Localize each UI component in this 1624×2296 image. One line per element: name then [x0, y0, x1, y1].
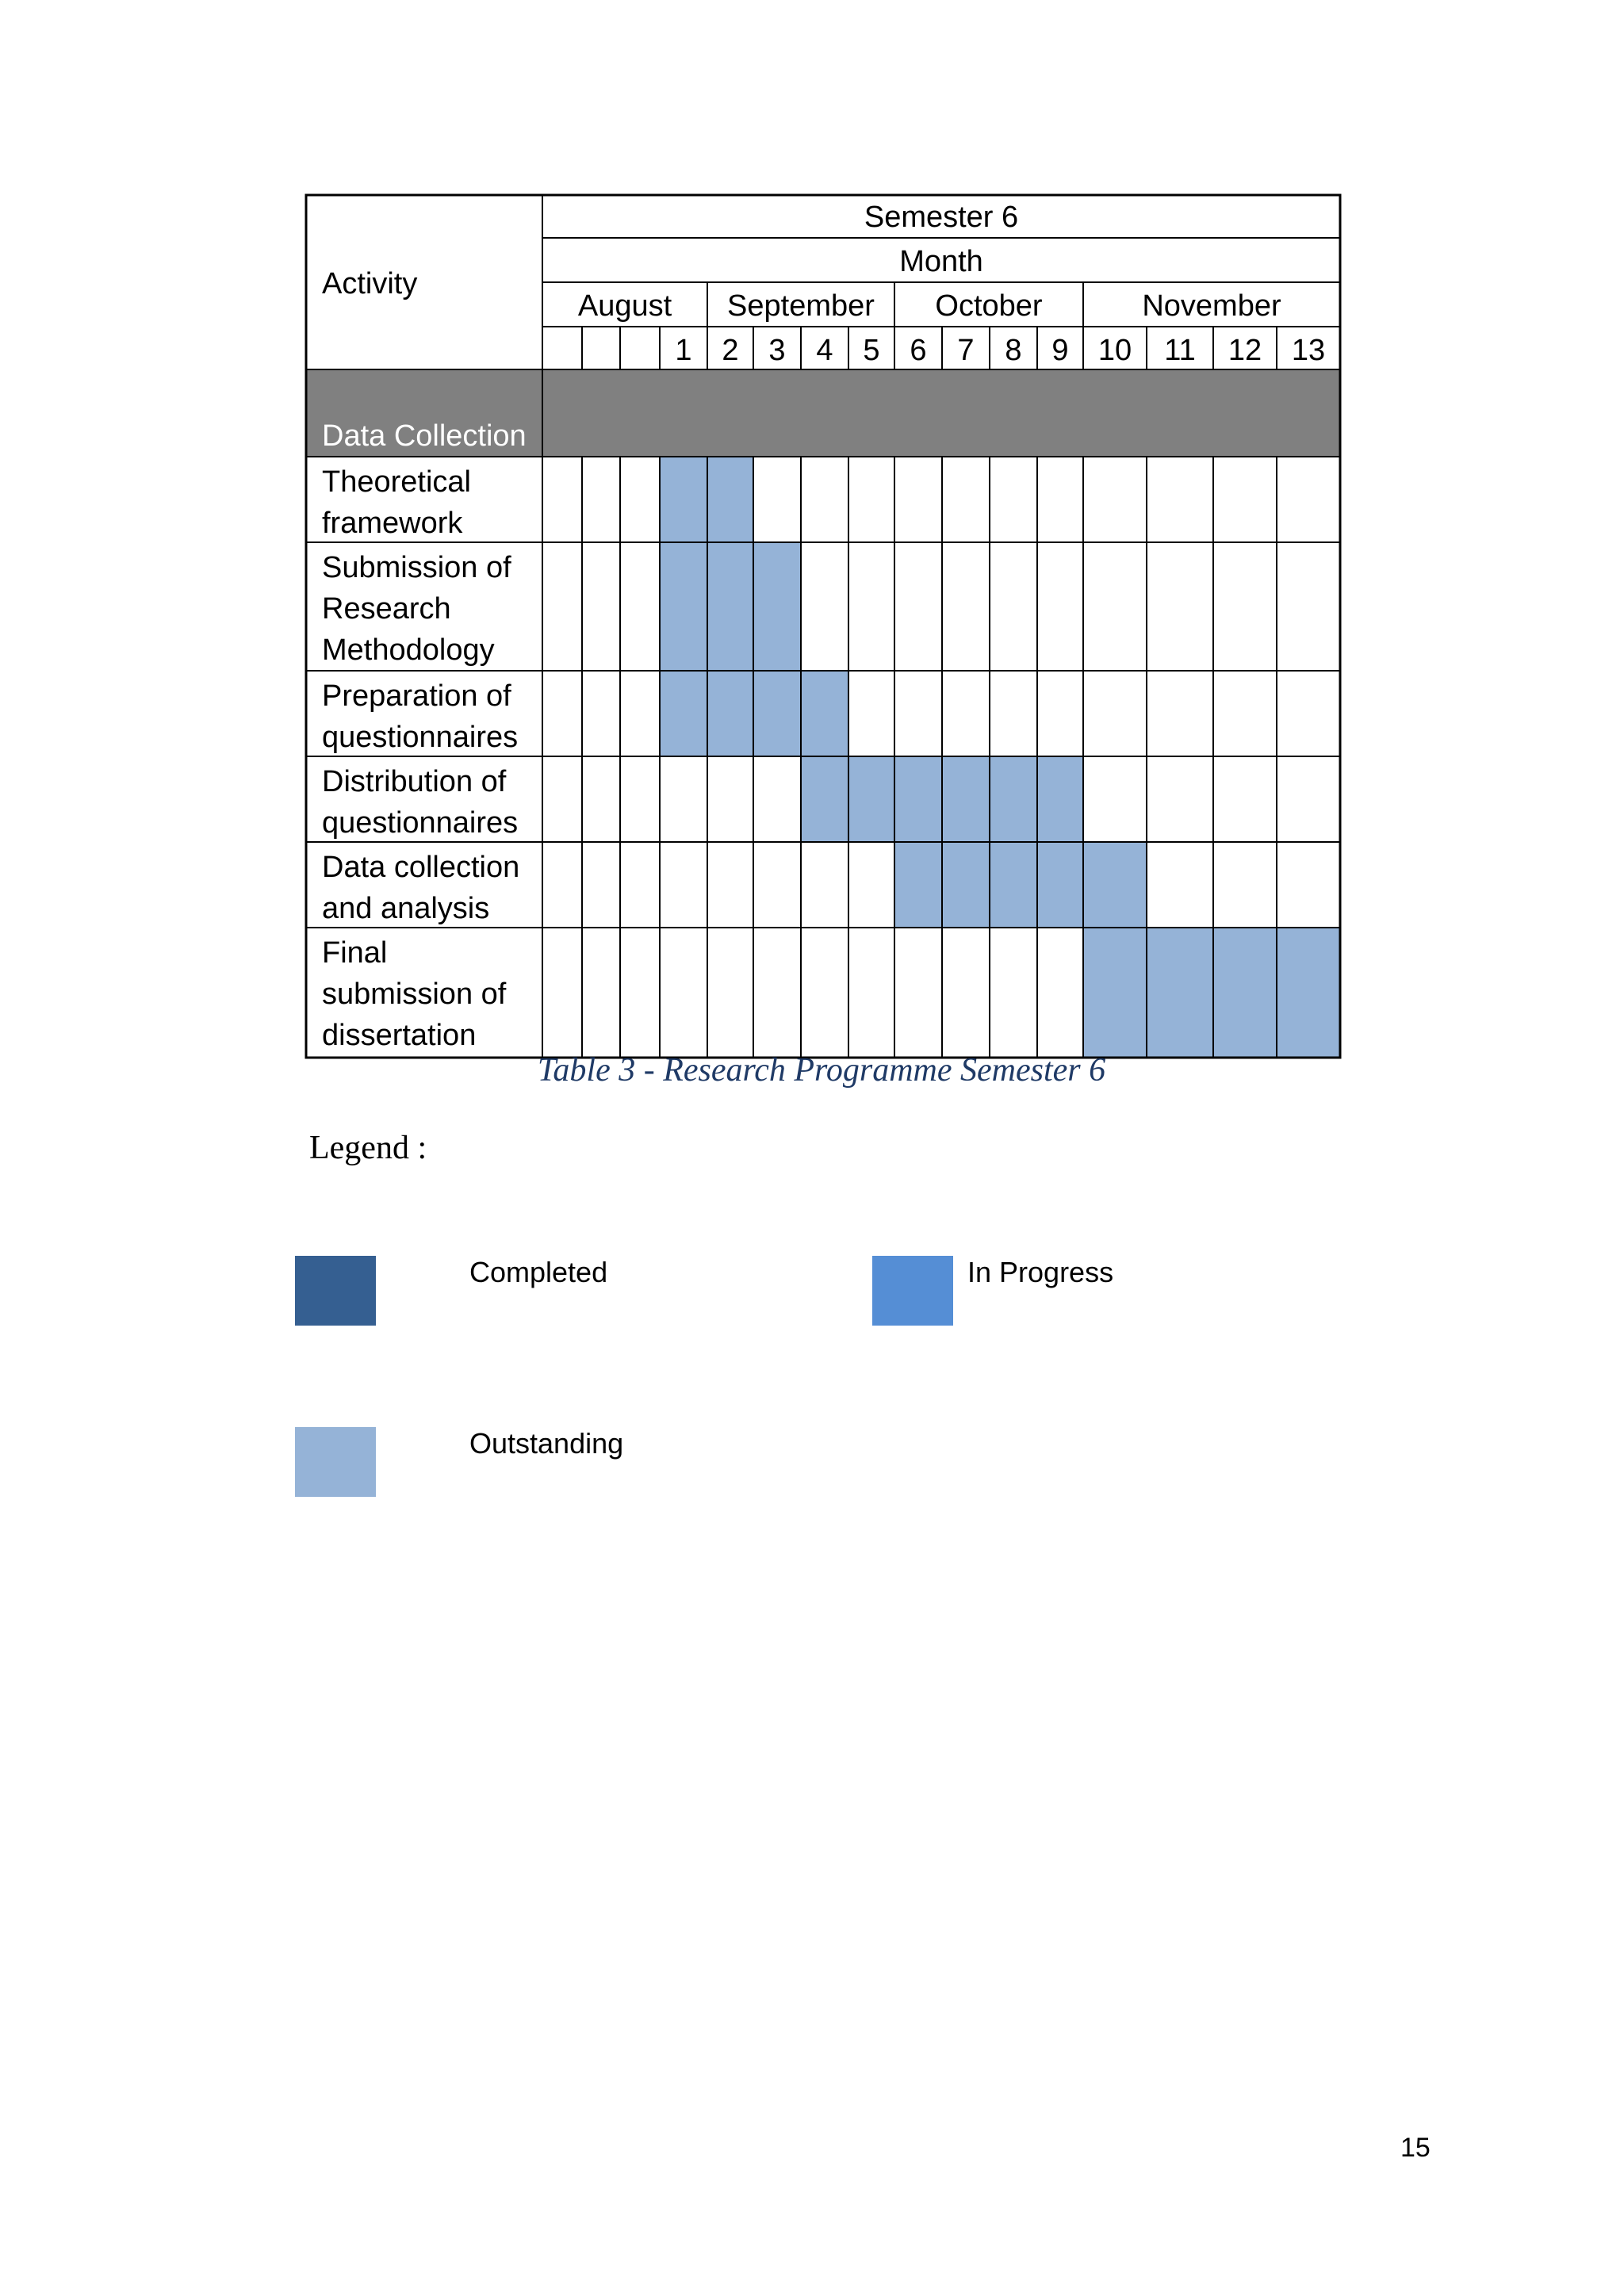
activity-label: Submission of — [322, 551, 511, 584]
month-label: October — [935, 289, 1043, 323]
activity-label: submission of — [322, 978, 507, 1011]
section-label: Data Collection — [322, 419, 527, 453]
gantt-bar-cell — [1037, 842, 1083, 928]
gantt-bar-cell — [660, 457, 707, 542]
legend-title: Legend : — [309, 1130, 427, 1166]
activity-label: Research — [322, 592, 451, 626]
week-label: 9 — [1051, 334, 1069, 367]
week-label: 6 — [910, 334, 927, 367]
gantt-bar-cell — [801, 756, 848, 842]
page-number: 15 — [1400, 2133, 1431, 2163]
activity-label: Preparation of — [322, 679, 511, 713]
gantt-bar-cell — [707, 671, 753, 756]
activity-label: and analysis — [322, 892, 490, 925]
week-label: 7 — [957, 334, 975, 367]
semester-header: Semester 6 — [864, 201, 1019, 234]
legend-label-outstanding: Outstanding — [469, 1427, 624, 1460]
gantt-bar-cell — [1213, 928, 1277, 1058]
week-label: 1 — [675, 334, 692, 367]
activity-label: Theoretical — [322, 465, 471, 499]
legend-label-completed: Completed — [469, 1256, 608, 1288]
legend-swatch-in-progress — [872, 1256, 953, 1326]
gantt-bar-cell — [848, 756, 894, 842]
legend-label-in-progress: In Progress — [967, 1256, 1114, 1288]
table-caption: Table 3 - Research Programme Semester 6 — [537, 1052, 1106, 1089]
gantt-bar-cell — [1083, 928, 1147, 1058]
gantt-bar-cell — [753, 671, 801, 756]
week-label: 12 — [1228, 334, 1262, 367]
activity-label: questionnaires — [322, 806, 519, 840]
gantt-bar-cell — [894, 756, 942, 842]
activity-label: Methodology — [322, 633, 495, 667]
week-label: 11 — [1164, 334, 1196, 367]
activity-label: Data collection — [322, 851, 520, 884]
week-label: 5 — [863, 334, 880, 367]
gantt-bar-cell — [990, 756, 1037, 842]
gantt-bar-cell — [1147, 928, 1213, 1058]
legend-swatch-completed — [295, 1256, 376, 1326]
gantt-bar-cell — [1277, 928, 1340, 1058]
legend-swatch-outstanding — [295, 1427, 376, 1497]
gantt-bar-cell — [990, 842, 1037, 928]
gantt-bar-cell — [801, 671, 848, 756]
gantt-bar-cell — [707, 542, 753, 671]
schedule-table — [0, 0, 1624, 1078]
month-label: November — [1142, 289, 1281, 323]
gantt-bar-cell — [707, 457, 753, 542]
gantt-bar-cell — [942, 842, 990, 928]
month-header: Month — [899, 245, 983, 278]
activity-label: dissertation — [322, 1019, 477, 1052]
gantt-bar-cell — [942, 756, 990, 842]
activity-label: Distribution of — [322, 765, 507, 798]
gantt-bar-cell — [660, 671, 707, 756]
week-label: 8 — [1005, 334, 1022, 367]
gantt-bar-cell — [1037, 756, 1083, 842]
activity-label: questionnaires — [322, 721, 519, 754]
activity-label: framework — [322, 507, 463, 540]
activity-label: Final — [322, 936, 388, 970]
gantt-bar-cell — [660, 542, 707, 671]
week-label: 4 — [816, 334, 833, 367]
week-label: 13 — [1291, 334, 1326, 367]
week-label: 3 — [768, 334, 786, 367]
week-label: 2 — [722, 334, 739, 367]
activity-header: Activity — [322, 267, 418, 300]
gantt-bar-cell — [1083, 842, 1147, 928]
week-label: 10 — [1097, 334, 1132, 367]
gantt-bar-cell — [894, 842, 942, 928]
month-label: September — [727, 289, 875, 323]
month-label: August — [577, 289, 672, 323]
gantt-bar-cell — [753, 542, 801, 671]
